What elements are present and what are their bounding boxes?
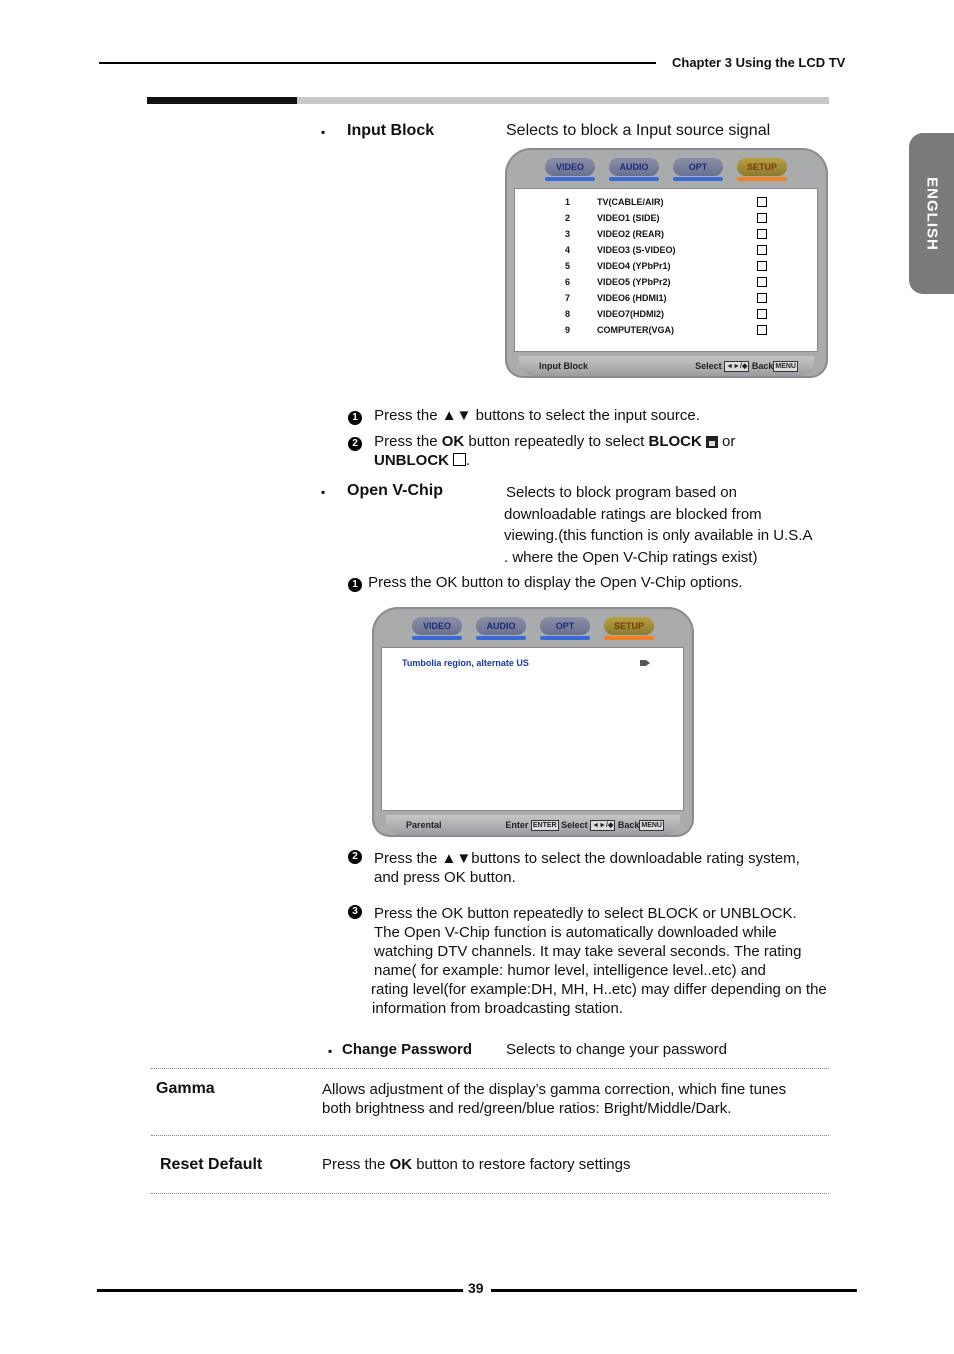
dotted-divider — [151, 1135, 829, 1136]
list-item-number: 9 — [565, 325, 571, 335]
menu-key-icon: MENU — [641, 822, 662, 830]
side-tab-label: ENGLISH — [923, 176, 940, 251]
list-item-label: COMPUTER(VGA) — [597, 325, 674, 335]
gamma-title: Gamma — [156, 1080, 215, 1097]
open-vchip-menu-screen — [372, 607, 694, 837]
unblock-checkbox — [757, 197, 767, 207]
footer-rule-right — [491, 1289, 857, 1292]
list-item-number: 6 — [565, 277, 571, 287]
list-item-number: 2 — [565, 213, 571, 223]
step-number-icon: 1 — [348, 578, 362, 592]
menu-key-icon: MENU — [775, 363, 796, 371]
section-bar-light — [297, 97, 829, 104]
menu-footer — [386, 815, 680, 835]
rating-region-item: Tumbolia region, alternate US — [402, 658, 529, 668]
select-key-icon: ◄►/◆ — [592, 822, 614, 830]
unblock-checkbox — [757, 293, 767, 303]
input-block-desc: Selects to block a Input source signal — [506, 122, 771, 139]
list-item-label: VIDEO7(HDMI2) — [597, 309, 665, 319]
list-item-number: 8 — [565, 309, 571, 319]
unblock-checkbox — [757, 213, 767, 223]
section-bar-dark — [147, 97, 297, 104]
list-item-number: 5 — [565, 261, 571, 271]
step-number-icon: 1 — [348, 411, 362, 425]
menu-tab-video: VIDEO — [412, 617, 462, 635]
unblock-checkbox — [757, 309, 767, 319]
list-item-number: 3 — [565, 229, 571, 239]
list-item-label: TV(CABLE/AIR) — [597, 197, 664, 207]
list-item-label: VIDEO5 (YPbPr2) — [597, 277, 671, 287]
dotted-divider — [151, 1068, 829, 1069]
menu-tab-audio: AUDIO — [476, 617, 526, 635]
bullet-icon: ▪ — [321, 125, 326, 139]
select-key-icon: ◄►/◆ — [726, 363, 748, 371]
menu-tab-video: VIDEO — [545, 158, 595, 176]
list-item-number: 4 — [565, 245, 571, 255]
open-vchip-step-1: 1 Press the OK button to display the Open V-Chip options. — [348, 574, 743, 592]
open-vchip-title: Open V-Chip — [347, 482, 443, 499]
list-item-label: VIDEO6 (HDMI1) — [597, 293, 667, 303]
step-number-icon: 2 — [348, 850, 362, 864]
unblock-checkbox — [757, 277, 767, 287]
unblock-checkbox — [757, 261, 767, 271]
footer-rule-left — [97, 1289, 463, 1292]
menu-footer — [519, 356, 814, 376]
input-block-step-1: 1 Press the ▲▼ buttons to select the input source. — [348, 407, 700, 425]
chapter-title: Chapter 3 Using the LCD TV — [672, 55, 846, 70]
menu-footer-hints: Enter ENTER Select ◄►/◆ Back MENU — [505, 820, 662, 830]
header-rule — [99, 62, 656, 64]
reset-default-desc: Press the OK button to restore factory settings — [322, 1156, 631, 1173]
change-password-desc: Selects to change your password — [506, 1041, 727, 1058]
list-item-label: VIDEO4 (YPbPr1) — [597, 261, 671, 271]
list-item-label: VIDEO2 (REAR) — [597, 229, 665, 239]
bullet-icon: ▪ — [321, 485, 326, 499]
dotted-divider — [151, 1193, 829, 1194]
arrow-right-icon — [640, 660, 650, 666]
reset-default-title: Reset Default — [160, 1156, 263, 1173]
menu-tab-opt: OPT — [540, 617, 590, 635]
step-number-icon: 2 — [348, 437, 362, 451]
menu-footer-title: Input Block — [539, 361, 588, 371]
list-item-label: VIDEO3 (S-VIDEO) — [597, 245, 676, 255]
menu-screen-body — [514, 188, 818, 352]
lock-icon — [706, 436, 718, 448]
gamma-desc: Allows adjustment of the display’s gamma correction, which fine tunes both brightness and red/green/blue ratios: Bright/Middle/Dark. — [322, 1081, 787, 1117]
menu-tab-opt: OPT — [673, 158, 723, 176]
menu-tab-audio: AUDIO — [609, 158, 659, 176]
list-item-label: VIDEO1 (SIDE) — [597, 213, 660, 223]
step-number-icon: 3 — [348, 905, 362, 919]
page-number: 39 — [468, 1280, 484, 1296]
list-item-number: 7 — [565, 293, 571, 303]
open-vchip-step-2: 2 Press the ▲▼buttons to select the downloadable rating system, and press OK button. — [348, 849, 838, 887]
unblock-checkbox — [757, 229, 767, 239]
language-side-tab — [909, 133, 954, 294]
input-block-menu-screen — [505, 148, 828, 378]
menu-tab-setup: SETUP — [737, 158, 787, 176]
unblock-checkbox — [757, 325, 767, 335]
menu-tabs — [505, 152, 828, 182]
menu-screen-body — [381, 647, 684, 811]
unlock-box-icon — [453, 453, 466, 466]
menu-tabs — [372, 611, 694, 641]
menu-tab-setup: SETUP — [604, 617, 654, 635]
menu-footer-title: Parental — [406, 820, 442, 830]
bullet-icon: ▪ — [328, 1044, 333, 1058]
input-block-title: Input Block — [347, 122, 435, 139]
open-vchip-desc: Selects to block program based on downloadable ratings are blocked from viewing.(this function is only available in U.S.A . where the Open V-Chip ratings exist) — [504, 484, 813, 566]
open-vchip-step-3: 3 Press the OK button repeatedly to select BLOCK or UNBLOCK. The Open V-Chip function is automatically downloaded while watching DTV channels. It may take several seconds. The rating name( for example: humor level, intelligence level..etc) and rating level(for example:DH, MH, H..etc) may differ depending on the information from broadcasting station. — [348, 904, 863, 1018]
list-item-number: 1 — [565, 197, 571, 207]
input-block-step-2: 2 Press the OK button repeatedly to select BLOCK or UNBLOCK . — [348, 432, 788, 470]
enter-key-icon: ENTER — [532, 822, 557, 830]
menu-footer-hints: Select ◄►/◆ Back MENU — [695, 361, 796, 371]
change-password-title: Change Password — [342, 1041, 473, 1058]
unblock-checkbox — [757, 245, 767, 255]
